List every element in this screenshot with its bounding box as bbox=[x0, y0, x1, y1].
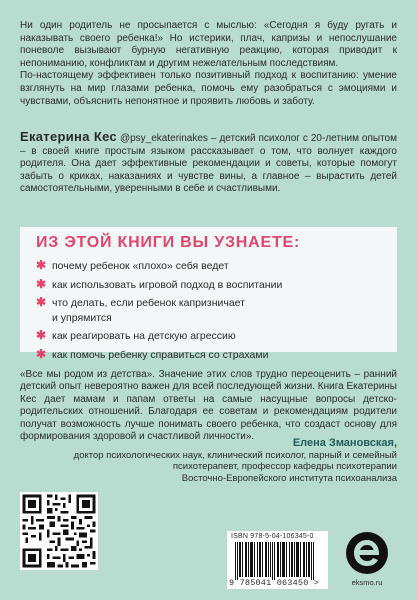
eksmo-logo-icon bbox=[345, 531, 389, 575]
signature bbox=[20, 436, 397, 484]
barcode bbox=[227, 531, 328, 589]
list-item: и упрямится bbox=[52, 311, 112, 324]
barcode-digits: 9 785041 063450 > bbox=[229, 578, 320, 588]
publisher-site: eksmo.ru bbox=[351, 578, 383, 587]
asterisk-icon: ✱ bbox=[36, 346, 47, 361]
qr-code-icon bbox=[20, 492, 98, 570]
author-name: Екатерина Кес bbox=[20, 129, 117, 144]
signature-line: психотерапевт, профессор кафедры психотерапии bbox=[172, 461, 397, 473]
list-item: ✱ почему ребенок «плохо» себя ведет bbox=[36, 258, 229, 272]
intro-paragraph-2: По-настоящему эффективен только позитивный подход к воспитанию: умение взглянуть на мир глазами ребенка, помочь ему разобраться с эмоциями и чувствами, объяснить непонятное и проявить любовь и заботу. bbox=[20, 70, 397, 107]
qr-code[interactable] bbox=[20, 492, 98, 570]
asterisk-icon: ✱ bbox=[36, 258, 47, 272]
author-block bbox=[20, 131, 397, 196]
publisher-logo[interactable] bbox=[336, 529, 398, 591]
asterisk-icon: ✱ bbox=[36, 295, 47, 309]
isbn-text: ISBN 978-5-04-106345-0 bbox=[231, 533, 314, 540]
asterisk-icon: ✱ bbox=[36, 276, 47, 291]
list-item: ✱ что делать, если ребенок капризничает bbox=[36, 295, 245, 309]
signature-line: Восточно-Европейского института психоанализа bbox=[181, 472, 397, 484]
quote-block bbox=[20, 369, 397, 443]
author-description: – детский психолог с 20-летним опытом – в своей книге простым языком рассказывает о том, что волнует каждого родителя. Она дает эффективные рекомендации и советы, которые помогут забыть о криках, наказаниях и чувстве вины, а главное – вырастить детей самостоятельными, уверенными в себе и счастливыми. bbox=[20, 133, 397, 195]
intro-paragraph-1: Ни один родитель не просыпается с мыслью: «Сегодня я буду ругать и наказывать своего ребенка!» Но истерики, плач, капризы и непослушание поневоле вызывают бурную негативную реакцию, которая приводит к непониманию, конфликтам и другим нежелательным последствиям. bbox=[20, 20, 397, 69]
list-item: ✱ как помочь ребенку справиться со страхами bbox=[36, 346, 269, 361]
signature-name: Елена Змановская, bbox=[292, 437, 397, 449]
learn-list bbox=[36, 259, 282, 366]
intro-text bbox=[20, 20, 397, 108]
list-item: ✱ как реагировать на детскую агрессию bbox=[36, 328, 236, 342]
author-handle: @psy_ekaterinakes bbox=[119, 133, 208, 144]
quote-text: «Все мы родом из детства». Значение этих слов трудно переоценить – ранний детский опыт невероятно важен для всей последующей жизни. Книга Екатерины Кес дает мамам и папам ответы на самые насущные вопросы детско-родительских отношений. Благодаря ее советам и рекомендациям родители получат возможность лучше понимать своего ребенка, что создаст основу для формирования здоровой и счастливой личности». bbox=[20, 369, 397, 443]
learn-title: ИЗ ЭТОЙ КНИГИ ВЫ УЗНАЕТЕ: bbox=[36, 234, 301, 251]
signature-line: доктор психологических наук, клинический психолог, парный и семейный bbox=[73, 450, 397, 461]
list-item: ✱ как использовать игровой подход в воспитании bbox=[36, 276, 283, 291]
asterisk-icon: ✱ bbox=[36, 328, 47, 342]
learn-box bbox=[20, 227, 397, 361]
